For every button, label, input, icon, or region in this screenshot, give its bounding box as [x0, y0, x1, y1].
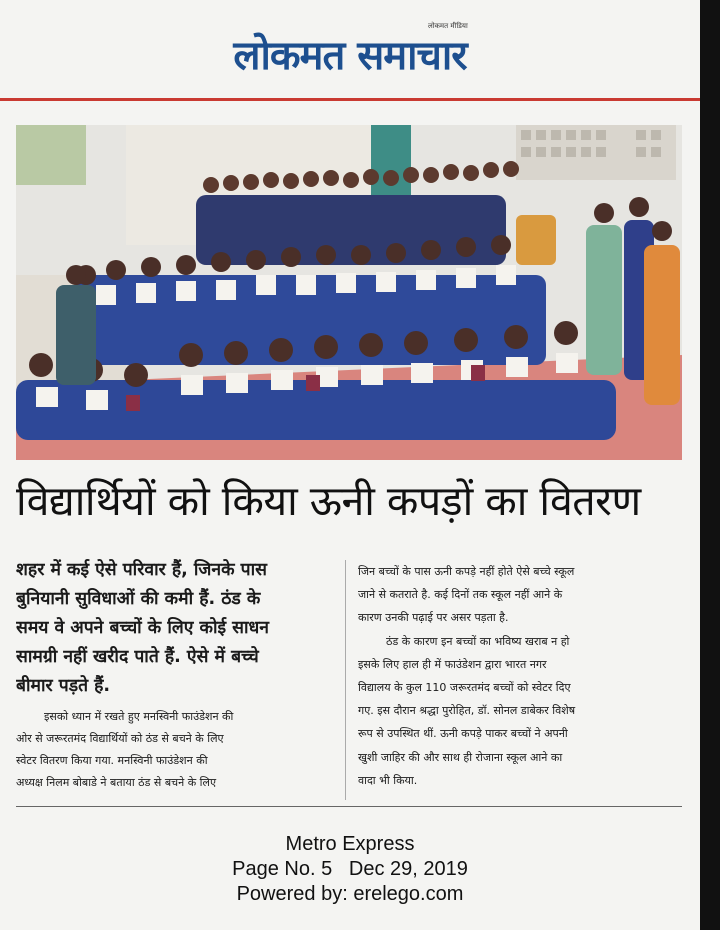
- footer-page-date: Page No. 5 Dec 29, 2019: [232, 858, 468, 880]
- lead-line: बुनियानी सुविधाओं की कमी हैं. ठंड के: [16, 589, 261, 609]
- lead-line: बीमार पड़ते हैं.: [16, 676, 111, 696]
- body-line: स्वेटर वितरण किया गया. मनस्विनी फाउंडेशन की: [16, 754, 208, 767]
- footer-powered-by: Powered by: erelego.com: [236, 883, 464, 905]
- article-left-column: [16, 556, 336, 794]
- lead-line: शहर में कई ऐसे परिवार हैं, जिनके पास: [16, 560, 267, 580]
- group-photo: [16, 125, 682, 460]
- body-line: इसको ध्यान में रखते हुए मनस्विनी फाउंडेशन की: [44, 710, 234, 723]
- article-left-body: [16, 706, 336, 794]
- body-line: रूप से उपस्थित थीं. ऊनी कपड़े पाकर बच्चों ने अपनी: [358, 727, 568, 741]
- column-divider: [345, 560, 346, 800]
- lead-line: समय वे अपने बच्चों के लिए कोई साधन: [16, 618, 269, 638]
- body-line: इसके लिए हाल ही में फाउंडेशन द्वारा भारत नगर: [358, 657, 547, 671]
- masthead-title: लोकमत समाचार: [233, 33, 467, 79]
- clipping-footer: [0, 832, 700, 907]
- masthead: [0, 0, 700, 100]
- scan-edge: [700, 0, 720, 930]
- body-line: अध्यक्ष निलम बोबाडे ने बताया ठंड से बचने के लिए: [16, 776, 217, 789]
- article-right-column: [358, 560, 680, 792]
- body-line: खुशी जाहिर की और साथ ही रोजाना स्कूल आने का: [358, 750, 563, 764]
- body-line: जिन बच्चों के पास ऊनी कपड़े नहीं होते ऐसे बच्चे स्कूल: [358, 565, 575, 578]
- body-line: ओर से जरूरतमंद विद्यार्थियों को ठंड से बचने के लिए: [16, 732, 224, 745]
- body-line: जाने से कतराते है. कई दिनों तक स्कूल नहीं आने के: [358, 588, 563, 602]
- body-line: कारण उनकी पढ़ाई पर असर पड़ता है.: [358, 611, 509, 625]
- body-line: गए. इस दौरान श्रद्धा पुरोहित, डॉ. सोनल डाबेकर विशेष: [358, 704, 576, 718]
- lead-line: सामग्री नहीं खरीद पाते हैं. ऐसे में बच्चे: [16, 647, 259, 667]
- footer-source: Metro Express: [285, 833, 415, 855]
- body-line: विद्यालय के कुल 110 जरूरतमंद बच्चों को स्वेटर दिए: [358, 681, 571, 695]
- body-line: ठंड के कारण इन बच्चों का भविष्य खराब न हो: [386, 634, 570, 648]
- masthead-tagline: लोकमत मीडिया: [428, 22, 468, 30]
- body-line: वादा भी किया.: [358, 773, 418, 787]
- article-headline: विद्यार्थियों को किया ऊनी कपड़ों का वितरण: [16, 477, 641, 525]
- masthead-divider: [0, 98, 700, 101]
- group-photo-illustration: [16, 125, 682, 460]
- article-lead: [16, 556, 336, 701]
- article-bottom-rule: [16, 806, 682, 807]
